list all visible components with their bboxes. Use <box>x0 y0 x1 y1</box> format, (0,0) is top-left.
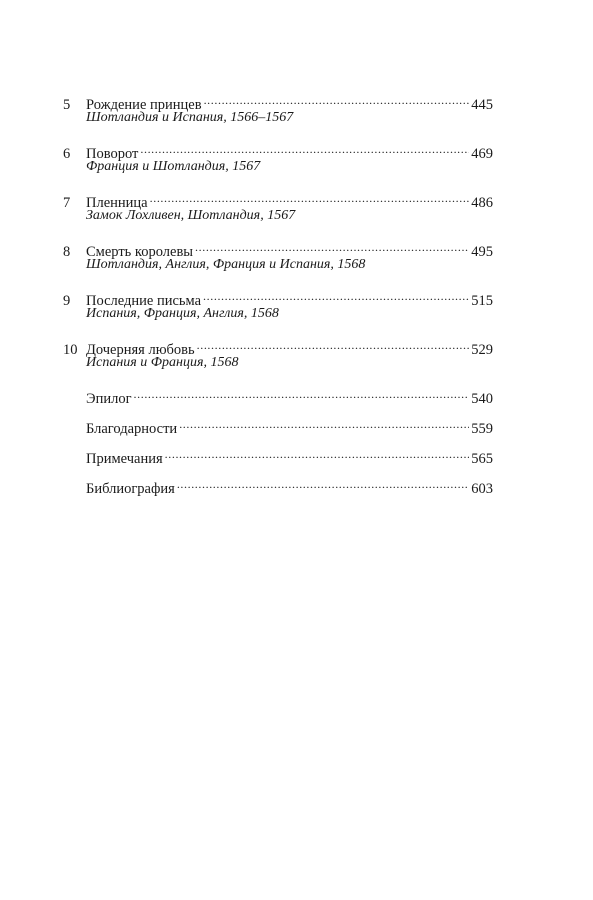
chapter-title: Дочерняя любовь <box>86 342 195 358</box>
chapter-subtitle: Франция и Шотландия, 1567 <box>86 159 261 174</box>
toc-epilogue[interactable] <box>63 384 493 407</box>
toc-chapter-5[interactable] <box>63 90 493 127</box>
dot-leader <box>140 139 469 158</box>
chapter-number: 10 <box>63 342 78 358</box>
toc-chapter-8[interactable] <box>63 237 493 274</box>
page-number: 445 <box>471 97 493 113</box>
dot-leader <box>134 384 470 403</box>
page-number: 515 <box>471 293 493 309</box>
chapter-subtitle: Испания и Франция, 1568 <box>86 355 239 370</box>
dot-leader <box>165 444 470 463</box>
chapter-number: 7 <box>63 195 71 211</box>
page-number: 540 <box>471 391 493 407</box>
toc-chapter-6[interactable] <box>63 139 493 176</box>
dot-leader <box>197 335 470 354</box>
toc-chapter-9[interactable] <box>63 286 493 323</box>
page-number: 565 <box>471 451 493 467</box>
section-title: Библиография <box>86 481 175 497</box>
chapter-title: Рождение принцев <box>86 97 202 113</box>
dot-leader <box>150 188 470 207</box>
chapter-subtitle: Шотландия, Англия, Франция и Испания, 1568 <box>86 257 366 272</box>
chapter-number: 5 <box>63 97 71 113</box>
chapter-number: 8 <box>63 244 71 260</box>
chapter-subtitle: Замок Лохливен, Шотландия, 1567 <box>86 208 296 223</box>
toc-acknowledgments[interactable] <box>63 414 493 437</box>
page-number: 529 <box>471 342 493 358</box>
page-number: 603 <box>471 481 493 497</box>
section-title: Эпилог <box>86 391 132 407</box>
table-of-contents <box>63 90 493 504</box>
section-title: Благодарности <box>86 421 178 437</box>
chapter-title: Поворот <box>86 146 139 162</box>
toc-chapter-7[interactable] <box>63 188 493 225</box>
page-number: 469 <box>471 146 493 162</box>
dot-leader <box>203 286 469 305</box>
page-number: 486 <box>471 195 493 211</box>
dot-leader <box>195 237 469 256</box>
toc-bibliography[interactable] <box>63 474 493 497</box>
dot-leader <box>204 90 470 109</box>
toc-chapter-10[interactable] <box>63 335 493 372</box>
chapter-title: Смерть королевы <box>86 244 194 260</box>
section-title: Примечания <box>86 451 163 467</box>
dot-leader <box>177 474 469 493</box>
chapter-subtitle: Испания, Франция, Англия, 1568 <box>86 306 279 321</box>
toc-notes[interactable] <box>63 444 493 467</box>
chapter-subtitle: Шотландия и Испания, 1566–1567 <box>86 110 294 125</box>
dot-leader <box>179 414 469 433</box>
chapter-number: 9 <box>63 293 71 309</box>
chapter-title: Пленница <box>86 195 148 211</box>
chapter-title: Последние письма <box>86 293 202 309</box>
page-number: 559 <box>471 421 493 437</box>
page-number: 495 <box>471 244 493 260</box>
chapter-number: 6 <box>63 146 71 162</box>
